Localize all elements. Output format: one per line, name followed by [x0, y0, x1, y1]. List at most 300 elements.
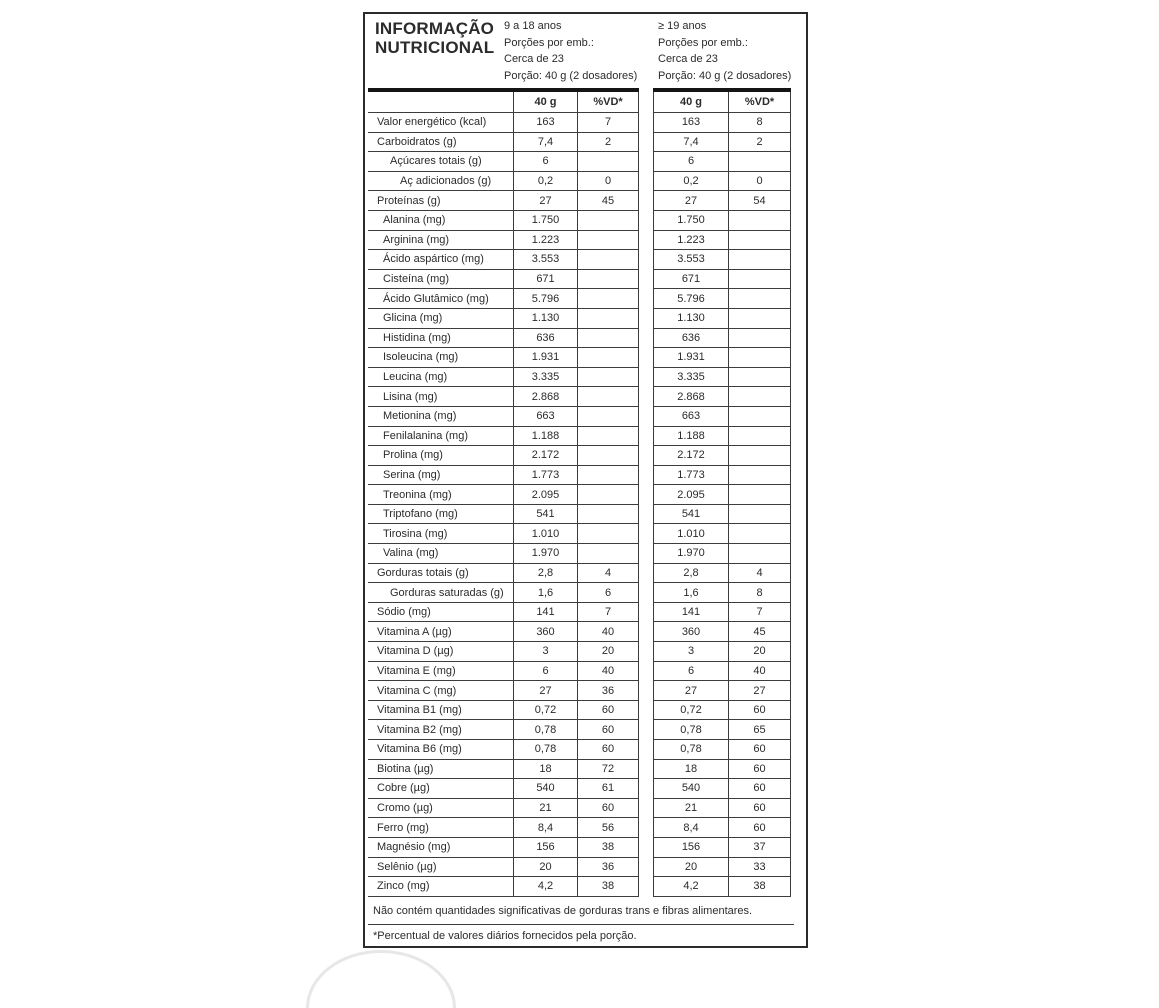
- group-1-qty-cell: 1.750: [513, 211, 577, 230]
- nutrient-column-spacer: [368, 92, 513, 112]
- table-row: [368, 152, 806, 172]
- table-row: [368, 740, 806, 760]
- table-row: [368, 329, 806, 349]
- group-1-qty-cell: 6: [513, 152, 577, 171]
- row-label: Glicina (mg): [383, 312, 443, 325]
- group-1-vd-cell: [577, 270, 639, 289]
- group-1-qty-cell: 671: [513, 270, 577, 289]
- group-gap: [639, 740, 653, 760]
- panel-title: [375, 19, 494, 57]
- group-gap: [639, 407, 653, 427]
- nutrition-table: [368, 88, 806, 897]
- group-2-vd-cell: [728, 544, 791, 563]
- table-row: [368, 289, 806, 309]
- group-gap: [639, 838, 653, 858]
- group-gap: [639, 720, 653, 740]
- group-1-vd-cell: 60: [577, 740, 639, 759]
- group-1-qty-cell: 1.773: [513, 466, 577, 485]
- table-row: [368, 760, 806, 780]
- table-row: [368, 427, 806, 447]
- group-2-qty-cell: 1.750: [653, 211, 728, 230]
- table-row: [368, 368, 806, 388]
- group-2-vd-cell: [728, 211, 791, 230]
- group-2-qty-cell: 27: [653, 191, 728, 210]
- row-label: Vitamina B6 (mg): [377, 743, 462, 756]
- row-label: Leucina (mg): [383, 371, 448, 384]
- group-2-qty-cell: 663: [653, 407, 728, 426]
- group-1-vd-cell: [577, 466, 639, 485]
- group-2-vd-cell: [728, 309, 791, 328]
- age-group-2-portion: Porção: 40 g (2 dosadores): [658, 69, 792, 82]
- table-row: [368, 446, 806, 466]
- group-1-qty-cell: 360: [513, 622, 577, 641]
- group-2-qty-column-header: 40 g: [653, 92, 728, 112]
- group-2-vd-cell: 54: [728, 191, 791, 210]
- group-1-vd-cell: 40: [577, 662, 639, 681]
- group-2-qty-cell: 7,4: [653, 133, 728, 152]
- group-2-qty-cell: 1.223: [653, 231, 728, 250]
- group-2-vd-cell: [728, 524, 791, 543]
- group-2-qty-cell: 6: [653, 662, 728, 681]
- group-2-vd-cell: 38: [728, 877, 791, 896]
- group-1-qty-cell: 0,2: [513, 172, 577, 191]
- group-2-vd-cell: 60: [728, 799, 791, 818]
- age-group-1-header: [504, 18, 637, 84]
- group-1-qty-cell: 5.796: [513, 289, 577, 308]
- group-1-qty-cell: 0,78: [513, 740, 577, 759]
- group-1-qty-cell: 2.095: [513, 485, 577, 504]
- row-label: Treonina (mg): [383, 488, 452, 501]
- group-1-vd-cell: 7: [577, 603, 639, 622]
- group-2-qty-cell: 2,8: [653, 564, 728, 583]
- group-2-qty-cell: 540: [653, 779, 728, 798]
- group-1-vd-cell: 60: [577, 720, 639, 739]
- group-1-vd-cell: [577, 544, 639, 563]
- group-gap: [639, 172, 653, 192]
- group-gap: [639, 231, 653, 251]
- group-1-qty-cell: 4,2: [513, 877, 577, 896]
- group-1-vd-cell: 2: [577, 133, 639, 152]
- group-2-vd-cell: [728, 505, 791, 524]
- group-2-qty-cell: 2.868: [653, 387, 728, 406]
- group-2-vd-cell: 7: [728, 603, 791, 622]
- row-label: Cromo (µg): [377, 802, 433, 815]
- daily-value-footnote: *Percentual de valores diários fornecidos pela porção.: [373, 929, 637, 942]
- group-1-qty-cell: 2.172: [513, 446, 577, 465]
- group-1-qty-cell: 663: [513, 407, 577, 426]
- group-2-vd-cell: 27: [728, 681, 791, 700]
- row-label: Gorduras saturadas (g): [390, 586, 504, 599]
- group-2-vd-cell: 8: [728, 113, 791, 132]
- group-gap: [639, 681, 653, 701]
- group-2-vd-cell: 0: [728, 172, 791, 191]
- group-gap: [639, 505, 653, 525]
- group-1-qty-cell: 2,8: [513, 564, 577, 583]
- group-1-qty-cell: 1.188: [513, 427, 577, 446]
- group-2-qty-cell: 360: [653, 622, 728, 641]
- group-gap: [639, 113, 653, 133]
- row-label: Ferro (mg): [377, 821, 429, 834]
- group-2-vd-cell: 8: [728, 583, 791, 602]
- group-gap: [639, 348, 653, 368]
- group-1-vd-cell: 7: [577, 113, 639, 132]
- group-1-vd-cell: [577, 309, 639, 328]
- group-2-qty-cell: 0,78: [653, 720, 728, 739]
- group-2-qty-cell: 1.010: [653, 524, 728, 543]
- group-2-vd-cell: [728, 427, 791, 446]
- table-row: [368, 603, 806, 623]
- group-2-qty-cell: 141: [653, 603, 728, 622]
- group-2-qty-cell: 156: [653, 838, 728, 857]
- table-row: [368, 466, 806, 486]
- panel-title-line2: NUTRICIONAL: [375, 38, 495, 57]
- table-body: [368, 113, 806, 897]
- table-row: [368, 231, 806, 251]
- group-gap: [639, 191, 653, 211]
- group-2-vd-column-header: %VD*: [728, 92, 791, 112]
- row-label: Lisina (mg): [383, 390, 438, 403]
- group-1-qty-cell: 156: [513, 838, 577, 857]
- table-row: [368, 191, 806, 211]
- group-1-qty-cell: 3.553: [513, 250, 577, 269]
- group-2-vd-cell: 60: [728, 779, 791, 798]
- group-1-qty-cell: 636: [513, 329, 577, 348]
- no-significant-amounts-note: Não contém quantidades significativas de gorduras trans e fibras alimentares.: [368, 897, 794, 925]
- group-1-qty-cell: 1.130: [513, 309, 577, 328]
- group-gap: [639, 88, 653, 113]
- group-2-qty-cell: 3: [653, 642, 728, 661]
- age-group-2-range: ≥ 19 anos: [658, 20, 707, 32]
- group-gap: [639, 799, 653, 819]
- group-1-vd-cell: [577, 152, 639, 171]
- group-1-vd-cell: [577, 211, 639, 230]
- group-2-qty-cell: 6: [653, 152, 728, 171]
- row-label: Açúcares totais (g): [390, 155, 482, 168]
- table-row: [368, 387, 806, 407]
- row-label: Vitamina C (mg): [377, 684, 457, 697]
- group-1-vd-cell: 60: [577, 701, 639, 720]
- row-label: Triptofano (mg): [383, 508, 458, 521]
- row-label: Gorduras totais (g): [377, 566, 469, 579]
- row-label: Aç adicionados (g): [400, 175, 492, 188]
- group-2-vd-cell: [728, 446, 791, 465]
- group-1-vd-cell: 45: [577, 191, 639, 210]
- row-label: Vitamina A (µg): [377, 625, 452, 638]
- group-1-vd-cell: [577, 368, 639, 387]
- group-1-qty-cell: 1.223: [513, 231, 577, 250]
- group-1-vd-cell: [577, 427, 639, 446]
- group-gap: [639, 466, 653, 486]
- panel-header: [365, 14, 806, 88]
- table-row: [368, 858, 806, 878]
- row-label: Ácido aspártico (mg): [383, 253, 484, 266]
- table-row: [368, 544, 806, 564]
- table-row: [368, 720, 806, 740]
- group-gap: [639, 583, 653, 603]
- row-label: Metionina (mg): [383, 410, 457, 423]
- group-2-qty-cell: 1.970: [653, 544, 728, 563]
- background-product-edge: [306, 950, 456, 1008]
- table-row: [368, 250, 806, 270]
- group-1-qty-cell: 21: [513, 799, 577, 818]
- group-2-qty-cell: 0,78: [653, 740, 728, 759]
- group-2-vd-cell: 20: [728, 642, 791, 661]
- group-1-vd-cell: 60: [577, 799, 639, 818]
- group-gap: [639, 309, 653, 329]
- table-row: [368, 524, 806, 544]
- table-row: [368, 799, 806, 819]
- group-2-vd-cell: [728, 485, 791, 504]
- group-2-vd-cell: [728, 466, 791, 485]
- group-1-vd-cell: [577, 329, 639, 348]
- group-1-vd-cell: [577, 407, 639, 426]
- group-1-qty-cell: 6: [513, 662, 577, 681]
- table-row: [368, 485, 806, 505]
- group-gap: [639, 818, 653, 838]
- group-2-vd-cell: 2: [728, 133, 791, 152]
- row-label: Valor energético (kcal): [377, 116, 487, 129]
- group-1-vd-cell: [577, 387, 639, 406]
- age-group-2-servings-label: Porções por emb.:: [658, 36, 748, 49]
- group-gap: [639, 603, 653, 623]
- row-label: Selênio (µg): [377, 860, 437, 873]
- group-gap: [639, 524, 653, 544]
- group-1-vd-cell: 38: [577, 838, 639, 857]
- row-label: Cisteína (mg): [383, 273, 450, 286]
- table-row: [368, 113, 806, 133]
- row-label: Magnésio (mg): [377, 841, 451, 854]
- age-group-1-portion: Porção: 40 g (2 dosadores): [504, 69, 638, 82]
- group-2-qty-cell: 1.773: [653, 466, 728, 485]
- age-group-2-header: [658, 18, 791, 84]
- group-2-qty-cell: 1.931: [653, 348, 728, 367]
- group-gap: [639, 622, 653, 642]
- group-1-vd-cell: [577, 289, 639, 308]
- group-1-vd-cell: 72: [577, 760, 639, 779]
- age-group-1-servings-label: Porções por emb.:: [504, 36, 594, 49]
- row-label: Cobre (µg): [377, 782, 430, 795]
- group-gap: [639, 564, 653, 584]
- group-2-qty-cell: 1,6: [653, 583, 728, 602]
- group-2-vd-cell: 65: [728, 720, 791, 739]
- table-row: [368, 622, 806, 642]
- group-2-qty-cell: 8,4: [653, 818, 728, 837]
- group-gap: [639, 250, 653, 270]
- group-1-qty-cell: 3.335: [513, 368, 577, 387]
- group-1-qty-cell: 1.970: [513, 544, 577, 563]
- group-2-qty-cell: 21: [653, 799, 728, 818]
- row-label: Isoleucina (mg): [383, 351, 459, 364]
- table-row: [368, 133, 806, 153]
- group-gap: [639, 544, 653, 564]
- column-header-row: [368, 88, 806, 113]
- row-label: Arginina (mg): [383, 233, 450, 246]
- row-label: Vitamina E (mg): [377, 664, 456, 677]
- group-1-qty-cell: 8,4: [513, 818, 577, 837]
- table-row: [368, 309, 806, 329]
- row-label: Fenilalanina (mg): [383, 429, 468, 442]
- group-1-vd-cell: 40: [577, 622, 639, 641]
- group-2-vd-cell: 40: [728, 662, 791, 681]
- row-label: Zinco (mg): [377, 880, 430, 893]
- group-2-vd-cell: [728, 368, 791, 387]
- group-gap: [639, 270, 653, 290]
- group-1-vd-cell: 56: [577, 818, 639, 837]
- group-1-vd-cell: 6: [577, 583, 639, 602]
- table-row: [368, 701, 806, 721]
- group-1-vd-cell: [577, 348, 639, 367]
- group-1-vd-cell: [577, 231, 639, 250]
- group-1-vd-cell: 36: [577, 858, 639, 877]
- group-2-qty-cell: 27: [653, 681, 728, 700]
- group-1-vd-cell: [577, 505, 639, 524]
- table-row: [368, 505, 806, 525]
- group-gap: [639, 446, 653, 466]
- table-row: [368, 681, 806, 701]
- table-row: [368, 642, 806, 662]
- group-1-vd-column-header: %VD*: [577, 92, 639, 112]
- group-1-vd-cell: 36: [577, 681, 639, 700]
- group-1-qty-cell: 1.931: [513, 348, 577, 367]
- group-2-qty-cell: 2.172: [653, 446, 728, 465]
- group-2-qty-cell: 0,2: [653, 172, 728, 191]
- group-2-qty-cell: 4,2: [653, 877, 728, 896]
- row-label: Histidina (mg): [383, 331, 451, 344]
- group-gap: [639, 289, 653, 309]
- table-row: [368, 779, 806, 799]
- group-2-vd-cell: [728, 348, 791, 367]
- group-1-vd-cell: [577, 485, 639, 504]
- group-2-qty-cell: 20: [653, 858, 728, 877]
- group-2-qty-cell: 0,72: [653, 701, 728, 720]
- row-label: Alanina (mg): [383, 214, 446, 227]
- group-gap: [639, 211, 653, 231]
- table-row: [368, 407, 806, 427]
- group-gap: [639, 642, 653, 662]
- group-2-qty-cell: 1.130: [653, 309, 728, 328]
- group-gap: [639, 152, 653, 172]
- group-1-qty-cell: 27: [513, 681, 577, 700]
- group-2-qty-cell: 3.553: [653, 250, 728, 269]
- row-label: Prolina (mg): [383, 449, 443, 462]
- group-2-qty-cell: 1.188: [653, 427, 728, 446]
- group-1-vd-cell: [577, 250, 639, 269]
- group-2-qty-cell: 541: [653, 505, 728, 524]
- group-gap: [639, 387, 653, 407]
- group-2-qty-cell: 636: [653, 329, 728, 348]
- group-1-vd-cell: 38: [577, 877, 639, 896]
- group-2-vd-cell: [728, 250, 791, 269]
- group-gap: [639, 427, 653, 447]
- group-2-vd-cell: 33: [728, 858, 791, 877]
- group-2-vd-cell: [728, 152, 791, 171]
- group-2-vd-cell: [728, 387, 791, 406]
- table-row: [368, 662, 806, 682]
- nutrition-facts-panel: [363, 12, 808, 948]
- group-1-qty-cell: 27: [513, 191, 577, 210]
- age-group-1-range: 9 a 18 anos: [504, 20, 562, 32]
- group-2-qty-cell: 18: [653, 760, 728, 779]
- group-gap: [639, 485, 653, 505]
- table-row: [368, 818, 806, 838]
- group-2-vd-cell: [728, 407, 791, 426]
- group-gap: [639, 662, 653, 682]
- row-label: Ácido Glutâmico (mg): [383, 292, 489, 305]
- group-1-vd-cell: 20: [577, 642, 639, 661]
- group-1-qty-cell: 7,4: [513, 133, 577, 152]
- row-label: Serina (mg): [383, 468, 441, 481]
- table-row: [368, 564, 806, 584]
- row-label: Vitamina B2 (mg): [377, 723, 462, 736]
- table-row: [368, 583, 806, 603]
- row-label: Carboidratos (g): [377, 135, 457, 148]
- table-row: [368, 877, 806, 897]
- group-2-qty-cell: 671: [653, 270, 728, 289]
- group-1-vd-cell: [577, 524, 639, 543]
- group-1-vd-cell: 0: [577, 172, 639, 191]
- table-row: [368, 348, 806, 368]
- group-2-vd-cell: 60: [728, 740, 791, 759]
- group-1-qty-cell: 20: [513, 858, 577, 877]
- row-label: Tirosina (mg): [383, 527, 448, 540]
- table-row: [368, 211, 806, 231]
- group-1-qty-cell: 1,6: [513, 583, 577, 602]
- group-2-vd-cell: [728, 329, 791, 348]
- group-1-vd-cell: 4: [577, 564, 639, 583]
- group-1-qty-cell: 163: [513, 113, 577, 132]
- row-label: Vitamina B1 (mg): [377, 704, 462, 717]
- group-1-qty-cell: 141: [513, 603, 577, 622]
- row-label: Sódio (mg): [377, 606, 431, 619]
- group-2-vd-cell: 37: [728, 838, 791, 857]
- group-1-qty-cell: 0,72: [513, 701, 577, 720]
- group-2-vd-cell: 60: [728, 701, 791, 720]
- group-1-header-segment: [368, 88, 639, 113]
- group-2-vd-cell: 60: [728, 818, 791, 837]
- group-2-vd-cell: 60: [728, 760, 791, 779]
- table-row: [368, 838, 806, 858]
- group-gap: [639, 701, 653, 721]
- group-1-vd-cell: 61: [577, 779, 639, 798]
- group-gap: [639, 877, 653, 897]
- group-2-qty-cell: 2.095: [653, 485, 728, 504]
- group-gap: [639, 133, 653, 153]
- table-row: [368, 172, 806, 192]
- group-2-vd-cell: 45: [728, 622, 791, 641]
- group-gap: [639, 779, 653, 799]
- group-1-qty-cell: 1.010: [513, 524, 577, 543]
- group-2-vd-cell: [728, 289, 791, 308]
- row-label: Biotina (µg): [377, 762, 434, 775]
- group-1-qty-cell: 541: [513, 505, 577, 524]
- group-1-qty-cell: 18: [513, 760, 577, 779]
- group-2-qty-cell: 163: [653, 113, 728, 132]
- group-gap: [639, 760, 653, 780]
- row-label: Proteínas (g): [377, 194, 441, 207]
- group-1-vd-cell: [577, 446, 639, 465]
- group-1-qty-cell: 0,78: [513, 720, 577, 739]
- group-1-qty-cell: 2.868: [513, 387, 577, 406]
- group-2-qty-cell: 3.335: [653, 368, 728, 387]
- group-1-qty-column-header: 40 g: [513, 92, 577, 112]
- group-2-header-segment: [653, 88, 791, 113]
- panel-title-line1: INFORMAÇÃO: [375, 19, 495, 38]
- group-gap: [639, 858, 653, 878]
- group-2-vd-cell: [728, 270, 791, 289]
- group-2-vd-cell: 4: [728, 564, 791, 583]
- row-label: Vitamina D (µg): [377, 645, 454, 658]
- group-1-qty-cell: 3: [513, 642, 577, 661]
